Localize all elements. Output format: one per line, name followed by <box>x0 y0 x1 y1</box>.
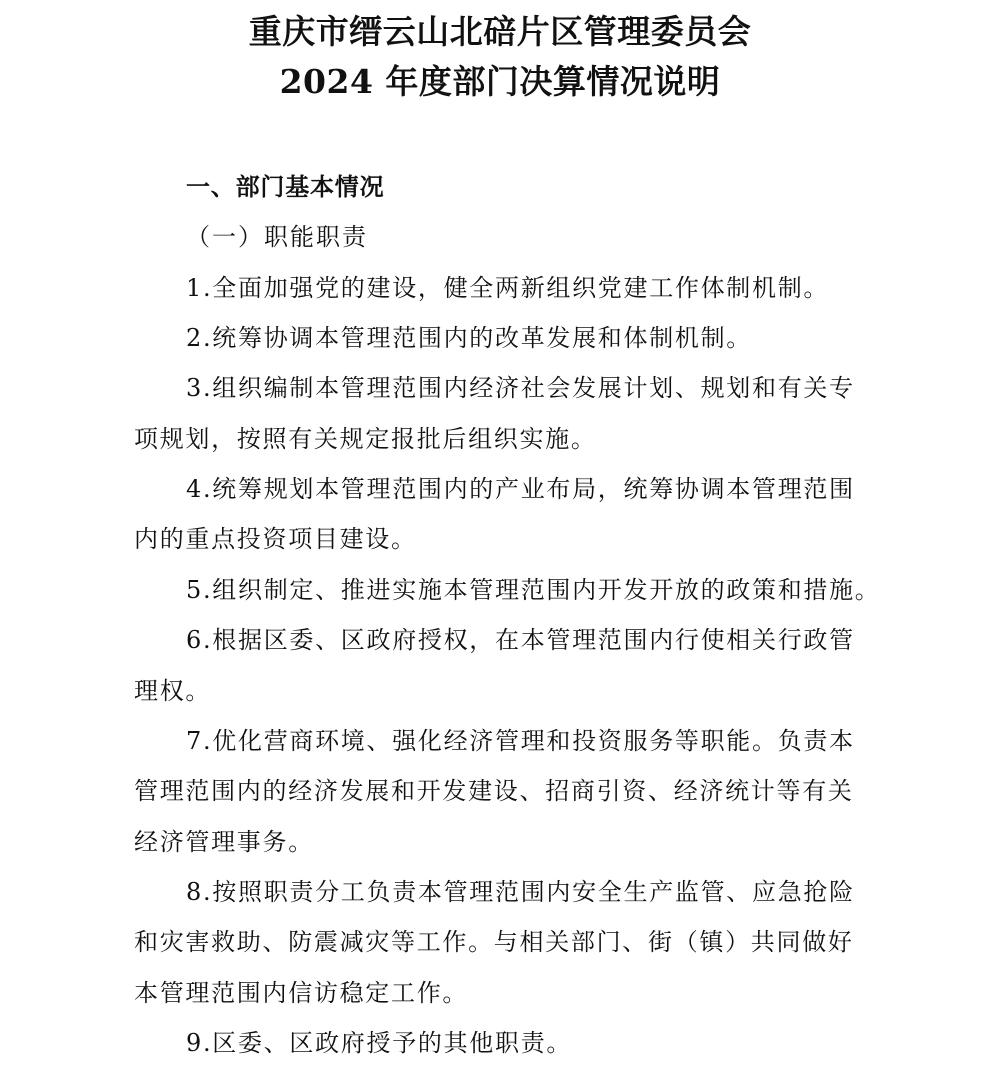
duty-item-4-line1: 4.统筹规划本管理范围内的产业布局，统筹协调本管理范围 <box>186 475 855 503</box>
duty-item-8-line2: 和灾害救助、防震减灾等工作。与相关部门、街（镇）共同做好 <box>134 928 854 956</box>
duty-item-5: 5.组织制定、推进实施本管理范围内开发开放的政策和措施。 <box>186 576 881 604</box>
duty-item-7-line1: 7.优化营商环境、强化经济管理和投资服务等职能。负责本 <box>186 727 855 755</box>
duty-item-9: 9.区委、区政府授予的其他职责。 <box>186 1029 573 1057</box>
section-heading: 一、部门基本情况 <box>186 172 385 201</box>
duty-item-2: 2.统筹协调本管理范围内的改革发展和体制机制。 <box>186 324 752 352</box>
subsection-heading: （一）职能职责 <box>186 223 368 251</box>
duty-item-8-line1: 8.按照职责分工负责本管理范围内安全生产监管、应急抢险 <box>186 878 855 906</box>
duty-item-7-line3: 经济管理事务。 <box>134 828 314 856</box>
duty-item-6-line1: 6.根据区委、区政府授权，在本管理范围内行使相关行政管 <box>186 626 855 654</box>
document-title-line2: 2024 年度部门决算情况说明 <box>279 62 721 101</box>
duty-item-4-line2: 内的重点投资项目建设。 <box>134 525 417 553</box>
duty-item-1: 1.全面加强党的建设，健全两新组织党建工作体制机制。 <box>186 274 830 302</box>
duty-item-7-line2: 管理范围内的经济发展和开发建设、招商引资、经济统计等有关 <box>134 777 854 805</box>
duty-item-3-line1: 3.组织编制本管理范围内经济社会发展计划、规划和有关专 <box>186 374 855 402</box>
duty-item-8-line3: 本管理范围内信访稳定工作。 <box>134 979 469 1007</box>
duty-item-3-line2: 项规划，按照有关规定报批后组织实施。 <box>134 425 597 453</box>
duty-item-6-line2: 理权。 <box>134 677 212 705</box>
document-title-line1: 重庆市缙云山北碚片区管理委员会 <box>248 12 752 51</box>
